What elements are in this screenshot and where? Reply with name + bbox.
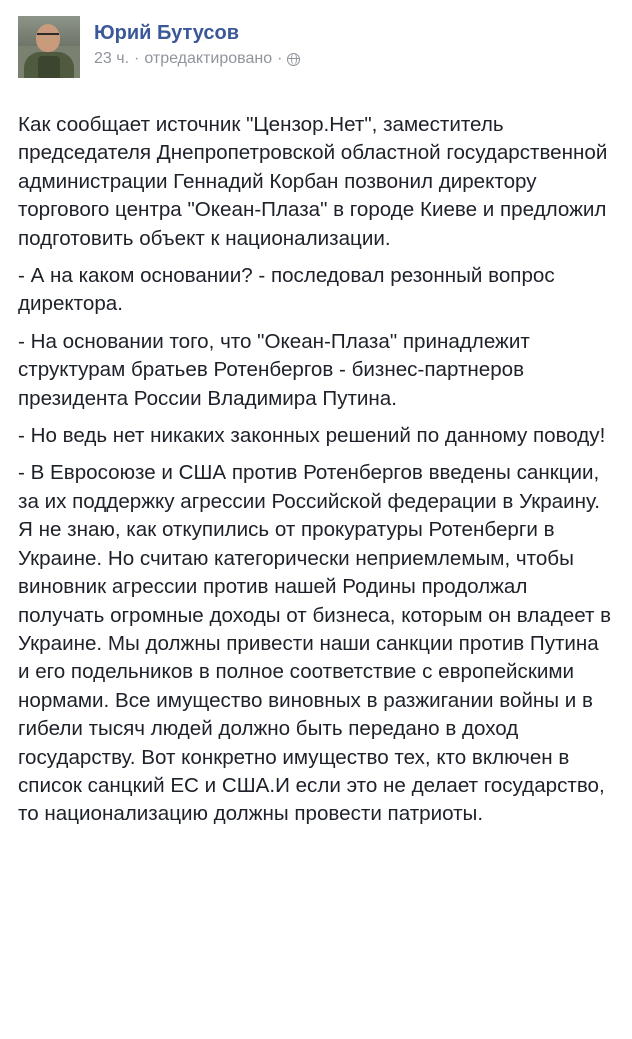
separator: · — [134, 50, 140, 67]
post-paragraph: Как сообщает источник "Цензор.Нет", заместитель председателя Днепропетровской областной государственной администрации Геннадий Корбан позвонил директору торгового центра "Океан-Плаза" в городе Киеве и предложил подготовить объект к национализации. — [18, 113, 608, 250]
post-time[interactable]: 23 ч. — [94, 50, 130, 67]
post-header — [18, 16, 614, 82]
post-paragraph: - На основании того, что "Океан-Плаза" принадлежит структурам братьев Ротенбергов - бизнес-партнеров президента России Владимира Путина. — [18, 329, 530, 410]
post-body — [18, 111, 614, 829]
author-name[interactable]: Юрий Бутусов — [94, 22, 240, 44]
post-paragraph: - Но ведь нет никаких законных решений по данному поводу! — [18, 424, 606, 448]
post-meta — [94, 16, 300, 69]
post-subline — [94, 49, 300, 69]
avatar[interactable] — [18, 16, 80, 78]
post-paragraph: - В Евросоюзе и США против Ротенбергов введены санкции, за их поддержку агрессии Российской федерации в Украину. Я не знаю, как откупились от прокуратуры Ротенберги в Украине. Но считаю категорически неприемлемым, чтобы виновник агрессии против нашей Родины продолжал получать огромные доходы от бизнеса, которым он владеет в Украине. Мы должны привести наши санкции против Путина и его подельников в полное соответствие с европейскими нормами. Все имущество виновных в разжигании войны и в гибели тысяч людей должно быть передано в доход государству. Вот конкретно имущество тех, кто включен в список санцкий ЕС и США.И если это не делает государство, то национализацию должны провести патриоты. — [18, 461, 612, 826]
post-paragraph: - А на каком основании? - последовал резонный вопрос директора. — [18, 264, 555, 316]
edited-label[interactable]: отредактировано — [144, 50, 273, 67]
globe-icon — [287, 53, 300, 66]
separator: · — [277, 50, 283, 67]
